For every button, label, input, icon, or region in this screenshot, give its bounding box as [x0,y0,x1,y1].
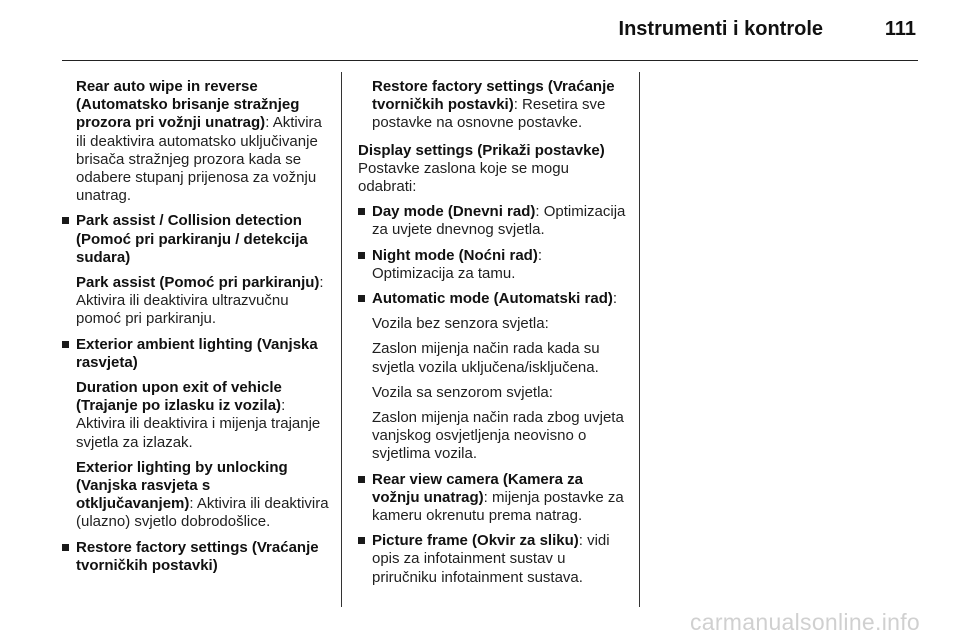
page-number: 111 [884,18,916,40]
bullet-icon [358,252,365,259]
bullet-icon [62,217,69,224]
list-item-picture-frame: Picture frame (Okvir za sliku): vidi opis za infotainment sustav u priručniku infotainment sustava. [358,532,626,587]
bullet-icon [62,341,69,348]
bullet-icon [358,295,365,302]
list-item-park-assist: Park assist / Collision detection (Pomoć pri parkiranju / detekcija sudara) Park assist (Pomoć pri parkiranju): Aktivira ili deaktivira ultrazvučnu pomoć pri parkiranju. [62,212,330,328]
page-title: Instrumenti i kontrole [618,18,823,40]
list-item-restore-factory: Restore factory settings (Vraćanje tvorničkih postavki) [62,539,330,575]
bullet-icon [358,208,365,215]
list-item-rear-camera: Rear view camera (Kamera za vožnju unatrag): mijenja postavke za kameru okrenutu prema natrag. [358,471,626,526]
display-settings-heading: Display settings (Prikaži postavke) Postavke zaslona koje se mogu odabrati: [358,141,605,196]
watermark: carmanualsonline.info [689,609,920,635]
header-divider [62,60,918,61]
bullet-icon [358,476,365,483]
list-item-automatic-mode: Automatic mode (Automatski rad): Vozila bez senzora svjetla: Zaslon mijenja način rada kada su svjetla vozila uključena/isključena. Vozila sa senzorom svjetla: Zaslon mijenja način rada zbog uvjeta vanjskog osvjetljenja neovisno o svjetlima vozila. [358,290,626,464]
bullet-icon [62,544,69,551]
list-item-exterior-lighting: Exterior ambient lighting (Vanjska rasvjeta) Duration upon exit of vehicle (Trajanje po izlasku iz vozila): Aktivira ili deaktivira i mijenja trajanje svjetla za izlazak. Exterior lighting by unlocking (Vanjska rasvjeta s otključavanjem): Aktivira ili deaktivira (ulazno) svjetlo dobrodošlice. [62,336,330,532]
column-1 [62,78,330,582]
list-item-night-mode: Night mode (Noćni rad): Optimizacija za tamu. [358,247,626,283]
column-2 [358,78,626,594]
column-divider-left [341,72,342,607]
list-item-day-mode: Day mode (Dnevni rad): Optimizacija za uvjete dnevnog svjetla. [358,203,626,239]
column-divider-right [639,72,640,607]
rear-wipe-paragraph: Rear auto wipe in reverse (Automatsko brisanje stražnjeg prozora pri vožnji unatrag): Aktivira ili deaktivira automatsko uključivanje brisača stražnjeg prozora kada se odabere stupanj prijenosa za vožnju unatrag. [76,78,322,205]
bullet-icon [358,537,365,544]
restore-factory-paragraph: Restore factory settings (Vraćanje tvorničkih postavki): Resetira sve postavke na osnovne postavke. [372,78,615,132]
